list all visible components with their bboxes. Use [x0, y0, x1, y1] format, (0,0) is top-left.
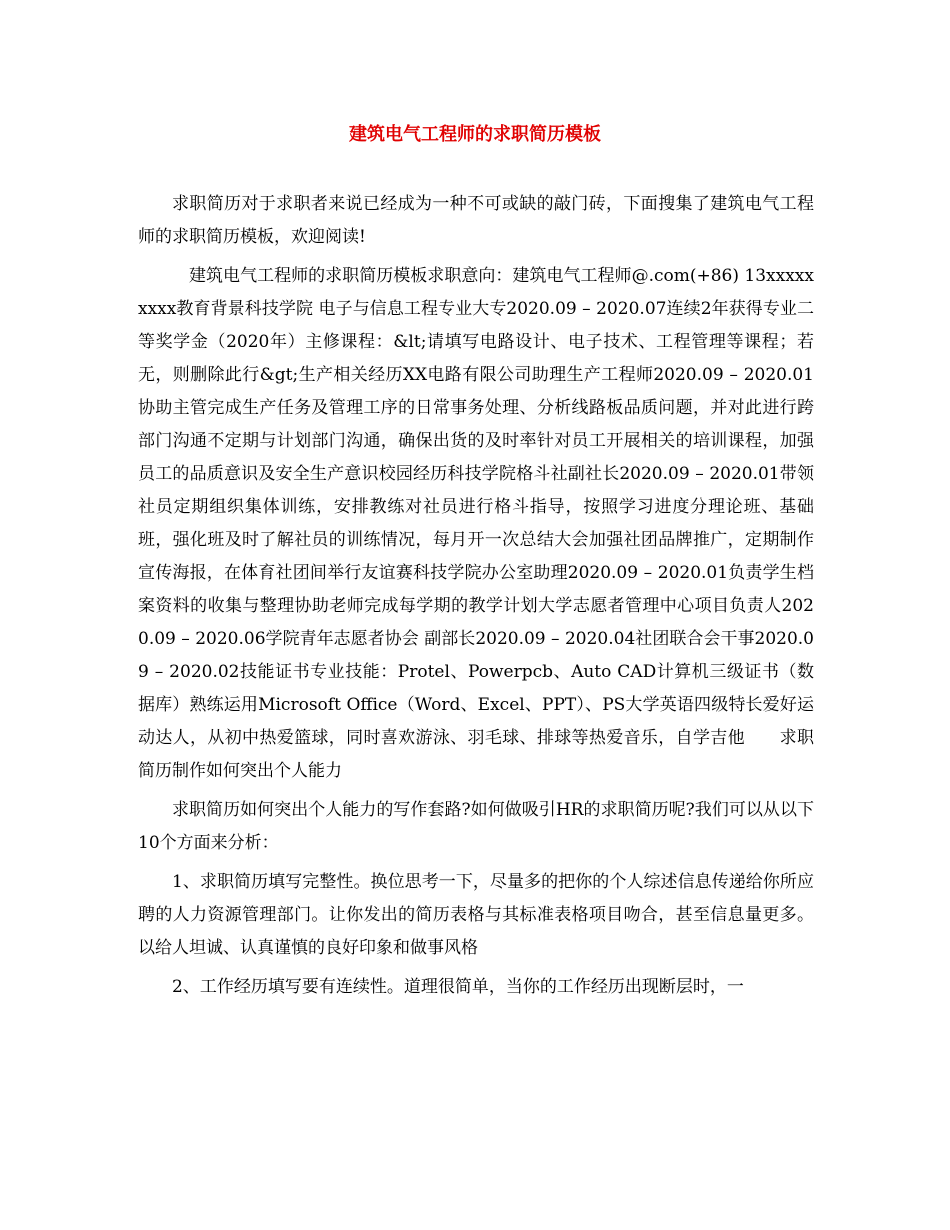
- point-2-paragraph: 2、工作经历填写要有连续性。道理很简单，当你的工作经历出现断层时，一: [172, 977, 744, 997]
- point-1-paragraph: 1、求职简历填写完整性。换位思考一下，尽量多的把你的个人综述信息传递给你所应聘的人力资源管理部门。让你发出的简历表格与其标准表格项目吻合，甚至信息量更多。以给人坦诚、认真谨慎的良好印象和做事风格: [138, 872, 814, 958]
- document-title: 建筑电气工程师的求职简历模板: [349, 124, 601, 145]
- ability-question-paragraph: 求职简历如何突出个人能力的写作套路?如何做吸引HR的求职简历呢?我们可以从以下10个方面来分析：: [138, 800, 814, 853]
- intro-paragraph: 求职简历对于求职者来说已经成为一种不可或缺的敲门砖，下面搜集了建筑电气工程师的求职简历模板，欢迎阅读!: [138, 194, 814, 247]
- resume-template-paragraph: 建筑电气工程师的求职简历模板求职意向：建筑电气工程师@.com(+86) 13xxxxxxxxx教育背景科技学院 电子与信息工程专业大专2020.09 – 2020.07连续2年获得专业二等奖学金（2020年）主修课程：&lt;请填写电路设计、电子技术、工程管理等课程；若无，则删除此行&gt;生产相关经历XX电路有限公司助理生产工程师2020.09 – 2020.01协助主管完成生产任务及管理工序的日常事务处理、分析线路板品质问题，并对此进行跨部门沟通不定期与计划部门沟通，确保出货的及时率针对员工开展相关的培训课程，加强员工的品质意识及安全生产意识校园经历科技学院格斗社副社长2020.09 – 2020.01带领社员定期组织集体训练，安排教练对社员进行格斗指导，按照学习进度分理论班、基础班，强化班及时了解社员的训练情况，每月开一次总结大会加强社团品牌推广，定期制作宣传海报，在体育社团间举行友谊赛科技学院办公室助理2020.09 – 2020.01负责学生档案资料的收集与整理协助老师完成每学期的教学计划大学志愿者管理中心项目负责人2020.09 – 2020.06学院青年志愿者协会 副部长2020.09 – 2020.04社团联合会干事2020.09 – 2020.02技能证书专业技能：Protel、Powerpcb、Auto CAD计算机三级证书（数据库）熟练运用Microsoft Office（Word、Excel、PPT）、PS大学英语四级特长爱好运动达人，从初中热爱篮球，同时喜欢游泳、羽毛球、排球等热爱音乐，自学吉他 求职简历制作如何突出个人能力: [138, 266, 814, 781]
- document-body: [138, 188, 814, 1010]
